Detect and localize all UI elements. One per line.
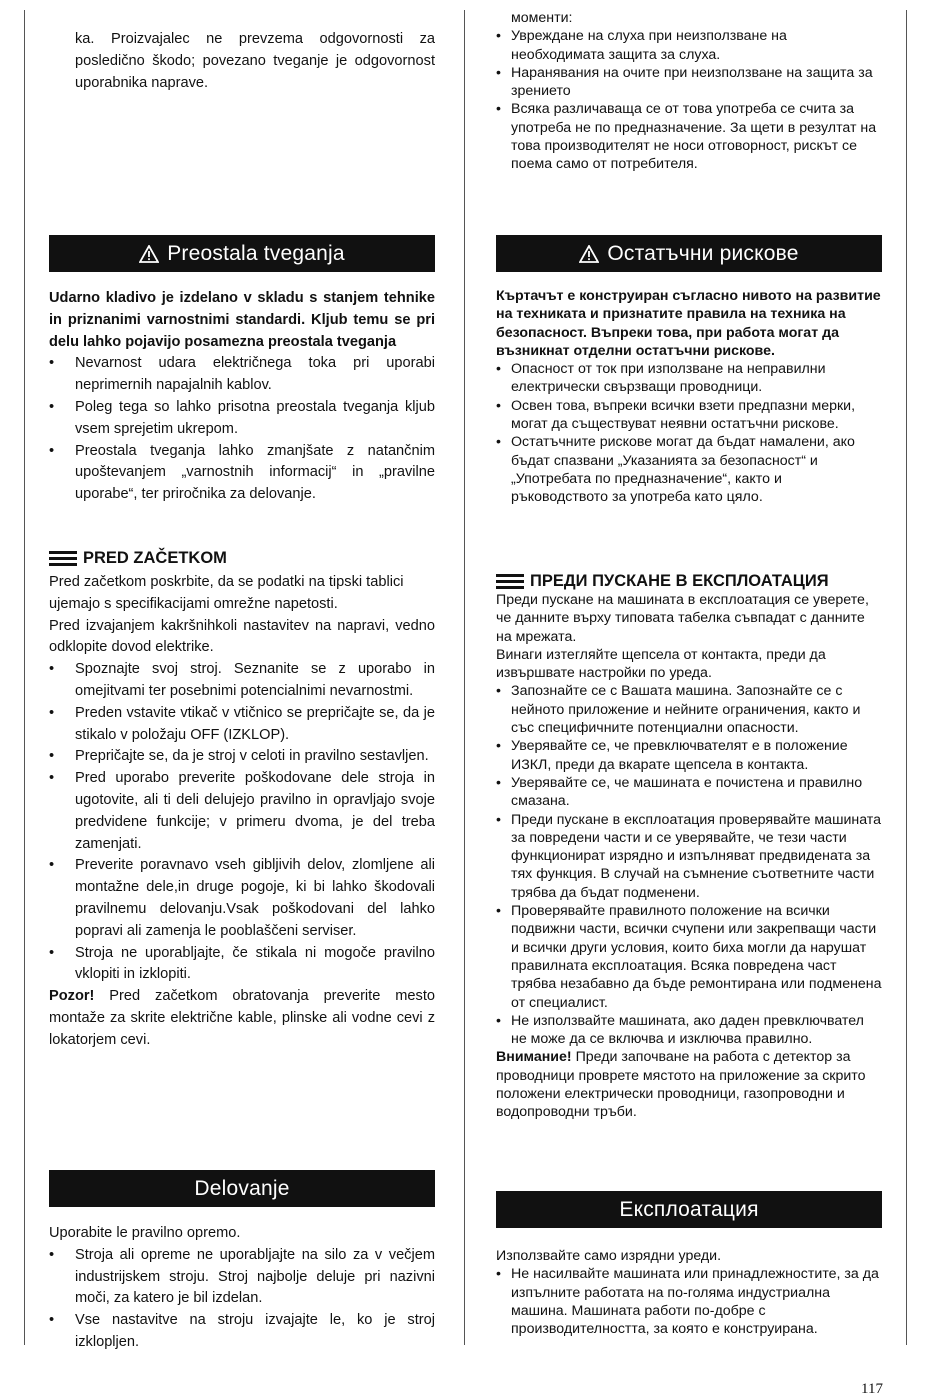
operation-heading-bg	[496, 1191, 882, 1228]
before-start-title-bg: ПРЕДИ ПУСКАНЕ В ЕКСПЛОАТАЦИЯ	[530, 572, 829, 590]
warning-label-bg: Внимание!	[496, 1049, 572, 1066]
warning-triangle-icon	[579, 245, 599, 263]
list-item: • Preden vstavite vtikač v vtičnico se prepričajte se, da je stikalo v položaju OFF (IZKLOP).	[49, 703, 435, 747]
residual-risks-heading-bg	[496, 235, 882, 272]
list-item: • Наранявания на очите при неизползване на защита за зрението	[496, 64, 882, 101]
warning-triangle-icon	[139, 245, 159, 263]
list-item: • Уверявайте се, че машината е почистена и правилно смазана.	[496, 774, 882, 811]
residual-lead-bg: Къртачът е конструиран съгласно нивото на развитие на техниката и признатите правила на техника на безопасност. Въпреки това, при работа могат да възникнат отделни остатъчни рискове.	[496, 288, 881, 359]
list-item: • Всяка различаваща се от това употреба се счита за употреба не по предназначение. За щети в резултат на това производителят не носи отговорност, рискът се поема само от потребителя.	[496, 100, 882, 173]
list-item: • Преди пускане в експлоатация проверявайте машината за повредени части и се уверявайте, че тези части функционират изрядно и изпълняват предвидената за тях функция. В случай на съмнение съответните части трябва да бъдат подменени.	[496, 811, 882, 902]
warning-text-bg: Преди започване на работа с детектор за проводници проврете мястото на приложение за скрито положени електрически проводници, газопроводни и водопроводни тръби.	[496, 1049, 866, 1121]
residual-risks-title-bg: Остатъчни рискове	[607, 241, 799, 265]
right-intro-list	[496, 27, 882, 173]
list-item: • Уверявайте се, че превключвателят е в положение ИЗКЛ, преди да вкарате щепсела в контакта.	[496, 737, 882, 774]
residual-risks-body-sl	[49, 288, 435, 506]
list-item: • Остатъчните рискове могат да бъдат намалени, ако бъдат спазвани „Указанията за безопасност“ и „Употребата по предназначение“, както и ръководството за употреба като цяло.	[496, 433, 882, 506]
residual-risks-title-sl: Preostala tveganja	[167, 241, 345, 265]
list-item: • Опасност от ток при използване на неправилни електрически свързващи проводници.	[496, 360, 882, 397]
residual-lead-sl: Udarno kladivo je izdelano v skladu s stanjem tehnike in priznanimi varnostnimi standardi. Kljub temu se pri delu lahko pojavijo posamezna preostala tveganja	[49, 290, 435, 350]
operation-body-bg	[496, 1247, 882, 1338]
list-item: • Stroja ne uporabljajte, če stikala ni mogoče pravilno vklopiti in izklopiti.	[49, 943, 435, 987]
list-item: • Увреждане на слуха при неизползване на необходимата защита за слуха.	[496, 27, 882, 64]
list-item: • Prepričajte se, da je stroj v celoti in pravilno sestavljen.	[49, 746, 435, 768]
left-intro-text: ka. Proizvajalec ne prevzema odgovornosti za posledično škodo; povezano tveganje je odgovornost uporabnika naprave.	[75, 31, 435, 91]
right-intro	[496, 9, 882, 174]
operation-p1-bg: Използвайте само изрядни уреди.	[496, 1248, 722, 1264]
before-p1-sl: Pred začetkom poskrbite, da se podatki na tipski tablici ujemajo s specifikacijami omrežne napetosti.	[49, 574, 404, 612]
operation-list-bg	[496, 1265, 882, 1338]
list-item: • Не насилвайте машината или принадлежностите, за да изпълните работата на по-голяма индустриална машина. Машината работи по-добре с производителността, за която е конструирана.	[496, 1265, 882, 1338]
before-warning-bg	[496, 1048, 882, 1121]
residual-risks-heading-sl	[49, 235, 435, 272]
residual-list-bg	[496, 360, 882, 506]
operation-title-bg: Експлоатация	[619, 1197, 759, 1221]
before-start-heading-bg	[496, 572, 882, 591]
list-item: • Nevarnost udara električnega toka pri uporabi neprimernih napajalnih kablov.	[49, 353, 435, 397]
column-divider-rule	[464, 10, 465, 1345]
before-start-heading-sl	[49, 549, 435, 568]
operation-p1-sl: Uporabite le pravilno opremo.	[49, 1225, 241, 1241]
before-p2-sl: Pred izvajanjem kakršnihkoli nastavitev na napravi, vedno odklopite dovod elektrike.	[49, 617, 435, 656]
list-item: • Poleg tega so lahko prisotna preostala tveganja kljub vsem sprejetim ukrepom.	[49, 397, 435, 441]
before-list-sl	[49, 659, 435, 986]
before-p1-bg: Преди пускане на машината в експлоатация се уверете, че данните върху типовата табелка съвпадат с данните на мрежата.	[496, 592, 869, 645]
before-list-bg	[496, 682, 882, 1048]
operation-heading-sl	[49, 1170, 435, 1207]
list-item: • Spoznajte svoj stroj. Seznanite se z uporabo in omejitvami ter posebnimi potencialnimi nevarnostmi.	[49, 659, 435, 703]
page-number: 117	[861, 1381, 883, 1397]
list-item: • Preostala tveganja lahko zmanjšate z natančnim upoštevanjem „varnostnih informacij“ in „pravilne uporabe“, ter priročnika za delovanje.	[49, 441, 435, 506]
warning-text-sl: Pred začetkom obratovanja preverite mesto montaže za skrite električne kable, plinske ali vodne cevi z lokatorjem cevi.	[49, 988, 435, 1048]
right-margin-rule	[906, 10, 907, 1345]
before-start-body-sl	[49, 572, 435, 1052]
residual-risks-body-bg	[496, 287, 882, 507]
list-item: • Preverite poravnavo vseh gibljivih delov, zlomljene ali montažne dele,in druge pogoje, ki bi lahko škodovali pravilnemu delovanju.Vsak poškodovani del lahko popravi ali zamenja le pooblaščeni serviser.	[49, 855, 435, 942]
right-intro-line: моменти:	[511, 10, 573, 26]
list-item: • Pred uporabo preverite poškodovane dele stroja in ugotovite, ali ti deli delujejo pravilno in opravljajo svoje predvidene funkcije; v primeru dvoma, je del treba zamenjati.	[49, 768, 435, 855]
before-start-body-bg	[496, 591, 882, 1122]
menu-lines-icon	[496, 574, 524, 590]
operation-title-sl: Delovanje	[194, 1176, 290, 1200]
residual-list-sl	[49, 353, 435, 506]
list-item: • Освен това, въпреки всички взети предпазни мерки, могат да съществуват неявни остатъчни рискове.	[496, 397, 882, 434]
list-item: • Stroja ali opreme ne uporabljajte na silo za v večjem industrijskem stroju. Stroj najbolje deluje pri nazivni moči, za katero je bil izdelan.	[49, 1245, 435, 1310]
before-start-title-sl: PRED ZAČETKOM	[83, 549, 227, 567]
list-item: • Запознайте се с Вашата машина. Запознайте се с нейното приложение и нейните ограничения, както и със специфичните потенциални опасности.	[496, 682, 882, 737]
warning-label-sl: Pozor!	[49, 988, 95, 1005]
operation-list-sl	[49, 1245, 435, 1354]
before-p2-bg: Винаги изтегляйте щепсела от контакта, преди да извършвате настройки по уреда.	[496, 646, 826, 682]
before-warning-sl	[49, 986, 435, 1051]
left-intro	[75, 29, 435, 94]
list-item: • Проверявайте правилното положение на всички подвижни части, всички счупени или закрепващи части и всички други условия, които биха могли да нарушат правилната експлоатация. Всяка повредена част трябва незабавно да бъде ремонтирана или подменена от специалист.	[496, 902, 882, 1012]
list-item: • Не използвайте машината, ако даден превключвател не може да се включва и изключва правилно.	[496, 1012, 882, 1049]
left-margin-rule	[24, 10, 25, 1345]
list-item: • Vse nastavitve na stroju izvajajte le, ko je stroj izklopljen.	[49, 1310, 435, 1354]
operation-body-sl	[49, 1223, 435, 1354]
menu-lines-icon	[49, 551, 77, 567]
